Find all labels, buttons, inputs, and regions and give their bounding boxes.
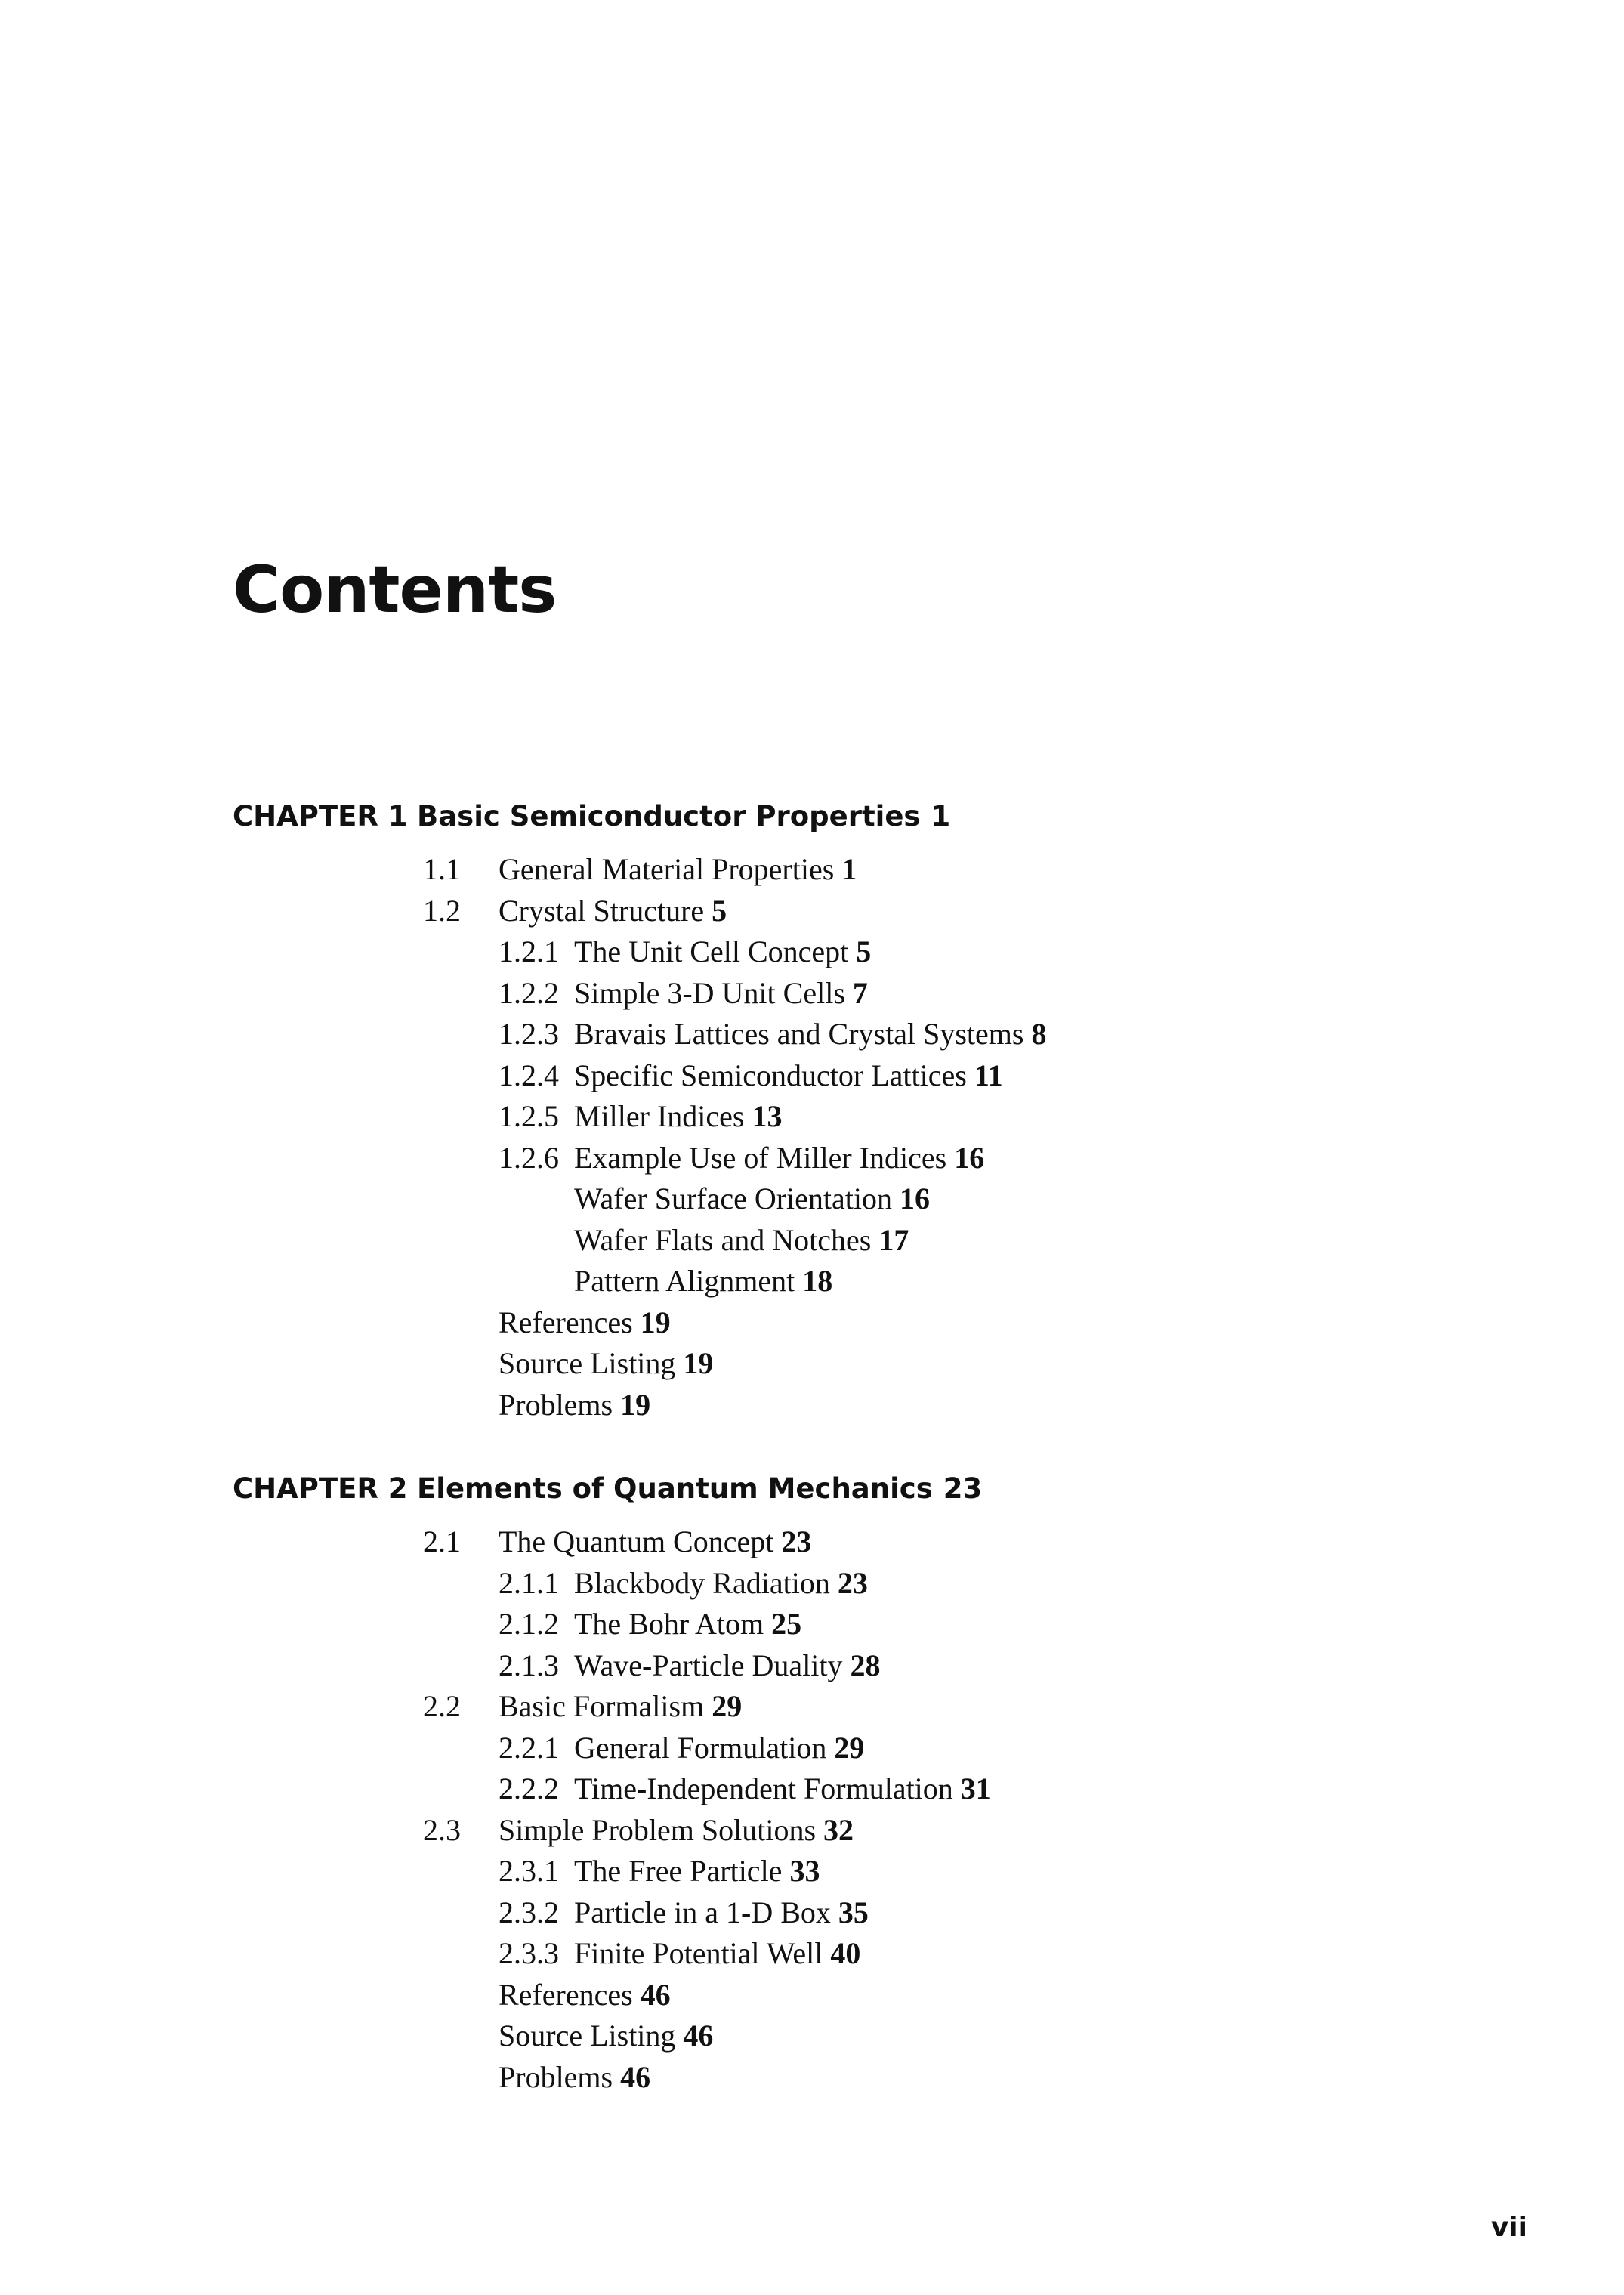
page-number: 16 bbox=[954, 1140, 985, 1175]
section-number: 2.1 bbox=[423, 1524, 461, 1558]
section-number: 2.2.1 bbox=[499, 1730, 559, 1765]
page-number: 29 bbox=[712, 1689, 743, 1723]
section-number: 2.3 bbox=[423, 1812, 461, 1847]
page-folio: vii bbox=[1490, 2212, 1527, 2243]
toc-entry[interactable] bbox=[233, 1686, 1517, 1728]
toc-entry[interactable] bbox=[233, 1604, 1517, 1645]
toc-entry[interactable] bbox=[233, 973, 1517, 1015]
page-number: 29 bbox=[834, 1730, 865, 1765]
section-title: Basic Formalism bbox=[499, 1689, 705, 1723]
page-number: 13 bbox=[752, 1099, 783, 1133]
section-number: 1.2.3 bbox=[499, 1017, 559, 1051]
section-title: Finite Potential Well bbox=[574, 1936, 823, 1970]
page-number: 7 bbox=[852, 975, 868, 1010]
toc-entry[interactable] bbox=[233, 1563, 1517, 1605]
section-title: Wafer Flats and Notches bbox=[574, 1222, 872, 1257]
page-number: 18 bbox=[802, 1264, 833, 1298]
section-title: References bbox=[499, 1305, 633, 1339]
toc-entry[interactable] bbox=[233, 891, 1517, 932]
section-title: Pattern Alignment bbox=[574, 1264, 795, 1298]
page-number: 32 bbox=[823, 1812, 854, 1847]
section-number: 1.2 bbox=[423, 893, 461, 928]
page-number: 1 bbox=[841, 852, 857, 886]
toc-entry[interactable] bbox=[233, 1261, 1517, 1302]
page-number: 28 bbox=[850, 1648, 881, 1682]
chapter-heading[interactable] bbox=[233, 1466, 1517, 1511]
section-title: Blackbody Radiation bbox=[574, 1565, 830, 1600]
toc-entry[interactable] bbox=[233, 1014, 1517, 1055]
section-title: The Quantum Concept bbox=[499, 1524, 774, 1558]
page-number: 25 bbox=[771, 1607, 802, 1641]
page-number: 19 bbox=[683, 1346, 714, 1380]
toc-entries bbox=[233, 849, 1517, 1425]
section-number: 2.1.2 bbox=[499, 1607, 559, 1641]
section-number: 1.2.1 bbox=[499, 934, 559, 968]
section-number: 1.2.6 bbox=[499, 1140, 559, 1175]
toc-entry[interactable] bbox=[233, 1645, 1517, 1687]
page-number: 17 bbox=[878, 1222, 909, 1257]
page-number: 23 bbox=[837, 1565, 868, 1600]
chapter-title: Elements of Quantum Mechanics bbox=[417, 1472, 933, 1505]
section-title: The Free Particle bbox=[574, 1854, 783, 1888]
page-number: 40 bbox=[830, 1936, 861, 1970]
section-title: General Material Properties bbox=[499, 852, 835, 886]
toc-entry[interactable] bbox=[233, 1096, 1517, 1138]
toc-entry[interactable] bbox=[233, 1810, 1517, 1852]
toc-entry[interactable] bbox=[233, 1768, 1517, 1810]
toc-entry[interactable] bbox=[233, 1302, 1517, 1344]
toc-entry[interactable] bbox=[233, 1851, 1517, 1892]
section-number: 2.1.1 bbox=[499, 1565, 559, 1600]
section-number: 2.3.3 bbox=[499, 1936, 559, 1970]
section-title: Crystal Structure bbox=[499, 893, 705, 928]
section-number: 2.2.2 bbox=[499, 1771, 559, 1805]
page-title: Contents bbox=[233, 552, 557, 628]
chapter-title: Basic Semiconductor Properties bbox=[417, 799, 921, 832]
section-number: 2.1.3 bbox=[499, 1648, 559, 1682]
section-title: Wave-Particle Duality bbox=[574, 1648, 843, 1682]
section-title: Time-Independent Formulation bbox=[574, 1771, 953, 1805]
section-title: Source Listing bbox=[499, 1346, 676, 1380]
chapter-label: CHAPTER 2 bbox=[233, 1472, 408, 1505]
toc-entry[interactable] bbox=[233, 931, 1517, 973]
toc-entries bbox=[233, 1521, 1517, 2098]
toc-entry[interactable] bbox=[233, 1933, 1517, 1975]
toc-entry[interactable] bbox=[233, 1055, 1517, 1097]
section-title: References bbox=[499, 1977, 633, 2012]
section-title: Example Use of Miller Indices bbox=[574, 1140, 947, 1175]
section-title: Wafer Surface Orientation bbox=[574, 1181, 893, 1215]
page-number: 23 bbox=[781, 1524, 812, 1558]
section-title: The Unit Cell Concept bbox=[574, 934, 849, 968]
toc-entry[interactable] bbox=[233, 1892, 1517, 1934]
chapter-1 bbox=[233, 793, 1517, 1425]
page-number: 19 bbox=[640, 1305, 671, 1339]
chapter-page: 1 bbox=[931, 799, 951, 832]
section-number: 1.2.2 bbox=[499, 975, 559, 1010]
section-title: Problems bbox=[499, 1387, 613, 1422]
page-number: 46 bbox=[683, 2019, 714, 2053]
toc-entry[interactable] bbox=[233, 1521, 1517, 1563]
section-number: 1.2.5 bbox=[499, 1099, 559, 1133]
section-number: 2.3.1 bbox=[499, 1854, 559, 1888]
toc-entry[interactable] bbox=[233, 1138, 1517, 1179]
chapter-label: CHAPTER 1 bbox=[233, 799, 408, 832]
section-title: Particle in a 1-D Box bbox=[574, 1895, 831, 1929]
toc-entry[interactable] bbox=[233, 1975, 1517, 2016]
toc-entry[interactable] bbox=[233, 1178, 1517, 1220]
page-number: 11 bbox=[974, 1058, 1003, 1092]
page-number: 35 bbox=[838, 1895, 869, 1929]
toc-entry[interactable] bbox=[233, 849, 1517, 891]
section-title: Miller Indices bbox=[574, 1099, 745, 1133]
page-number: 8 bbox=[1031, 1017, 1047, 1051]
page-number: 31 bbox=[960, 1771, 991, 1805]
section-title: Specific Semiconductor Lattices bbox=[574, 1058, 967, 1092]
section-number: 2.2 bbox=[423, 1689, 461, 1723]
page-number: 5 bbox=[712, 893, 727, 928]
chapter-page: 23 bbox=[943, 1472, 983, 1505]
page-number: 33 bbox=[789, 1854, 820, 1888]
page-number: 46 bbox=[640, 1977, 671, 2012]
section-number: 1.1 bbox=[423, 852, 461, 886]
section-title: Bravais Lattices and Crystal Systems bbox=[574, 1017, 1024, 1051]
toc-entry[interactable] bbox=[233, 1728, 1517, 1769]
toc-entry[interactable] bbox=[233, 1220, 1517, 1262]
section-title: Source Listing bbox=[499, 2019, 676, 2053]
page-number: 46 bbox=[620, 2059, 651, 2094]
section-title: The Bohr Atom bbox=[574, 1607, 764, 1641]
section-title: Simple 3-D Unit Cells bbox=[574, 975, 845, 1010]
page-number: 5 bbox=[856, 934, 872, 968]
chapter-heading[interactable] bbox=[233, 793, 1517, 839]
section-title: Simple Problem Solutions bbox=[499, 1812, 817, 1847]
section-title: General Formulation bbox=[574, 1730, 827, 1765]
section-number: 1.2.4 bbox=[499, 1058, 559, 1092]
toc-entry[interactable] bbox=[233, 2057, 1517, 2099]
chapter-2 bbox=[233, 1466, 1517, 2098]
toc-entry[interactable] bbox=[233, 1343, 1517, 1385]
section-number: 2.3.2 bbox=[499, 1895, 559, 1929]
toc-entry[interactable] bbox=[233, 2015, 1517, 2057]
page-number: 19 bbox=[620, 1387, 651, 1422]
toc-entry[interactable] bbox=[233, 1385, 1517, 1426]
section-title: Problems bbox=[499, 2059, 613, 2094]
page-number: 16 bbox=[900, 1181, 931, 1215]
